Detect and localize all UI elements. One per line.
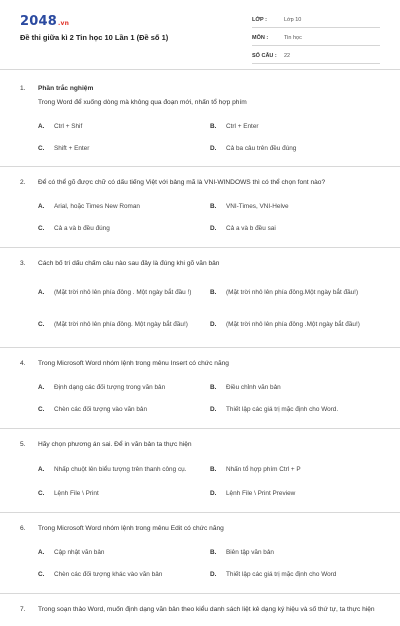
option-text: Ctrl + Shif — [54, 122, 83, 130]
option-c[interactable] — [38, 564, 210, 586]
option-c[interactable] — [38, 218, 210, 240]
option-letter: D. — [210, 406, 217, 413]
option-letter: C. — [38, 489, 45, 497]
option-text: (Mặt trời nhô lên phía đông .Một ngày bắt đầu!) — [226, 320, 360, 328]
option-letter: A. — [38, 465, 45, 473]
option-text: (Mặt trời nhô lên phía đông. Một ngày bắt đầu!) — [54, 320, 188, 328]
option-letter: A. — [38, 203, 45, 210]
question-text: Trong Word để xuống dòng mà không qua đoạn mới, nhấn tổ hợp phím — [38, 98, 247, 106]
question-number: 7. — [20, 605, 26, 613]
question-number: 5. — [20, 440, 26, 448]
option-text: VNI-Times, VNI-Helve — [226, 203, 289, 210]
answer-options — [20, 115, 380, 166]
question-number: 1. — [20, 85, 26, 92]
question-text: Trong Microsoft Word nhóm lệnh trong mênu Insert có chức năng — [38, 360, 229, 367]
option-letter: A. — [38, 122, 45, 130]
answer-options — [20, 542, 380, 593]
option-text: Thiết lập các giá trị mặc định cho Word. — [226, 406, 339, 413]
question-text: Cách bố trí dấu chấm câu nào sau đây là đúng khi gõ văn bản — [38, 259, 220, 267]
option-letter: B. — [210, 549, 217, 556]
option-text: Chèn các đối tượng vào văn bản — [54, 406, 148, 413]
option-c[interactable] — [38, 399, 210, 421]
option-letter: C. — [38, 406, 45, 413]
option-text: Shift + Enter — [54, 144, 90, 152]
option-text: (Mặt trời nhô lên phía đông . Một ngày bắt đầu !) — [54, 288, 192, 296]
option-d[interactable] — [210, 308, 382, 340]
option-a[interactable] — [38, 276, 210, 308]
meta-subject-label: MÔN : — [252, 35, 269, 41]
option-letter: A. — [38, 288, 45, 296]
question-7 — [0, 605, 400, 616]
option-letter: D. — [210, 571, 217, 578]
option-d[interactable] — [210, 399, 382, 421]
question-number: 2. — [20, 179, 26, 186]
exam-meta — [252, 12, 380, 66]
option-letter: D. — [210, 320, 217, 328]
option-b[interactable] — [210, 377, 382, 399]
option-a[interactable] — [38, 542, 210, 564]
question-header — [20, 524, 380, 535]
exam-title: Đề thi giữa kì 2 Tin học 10 Lần 1 (Đề số 1) — [20, 33, 169, 42]
question-header — [20, 440, 380, 451]
option-text: Nhấn tổ hợp phím Ctrl + P — [226, 465, 301, 473]
question-2 — [0, 178, 400, 248]
option-b[interactable] — [210, 542, 382, 564]
option-a[interactable] — [38, 196, 210, 218]
option-text: Điều chỉnh văn bản — [226, 384, 281, 391]
meta-class-value: Lớp 10 — [284, 17, 302, 23]
question-text: Trong Microsoft Word nhóm lệnh trong mênu Edit có chức năng — [38, 525, 224, 532]
site-logo[interactable] — [20, 14, 69, 29]
option-letter: B. — [210, 465, 217, 473]
meta-count-row — [252, 48, 380, 64]
option-letter: C. — [38, 144, 45, 152]
logo-text: 2048 — [20, 14, 57, 29]
question-header — [20, 84, 380, 95]
question-header — [20, 359, 380, 370]
question-number: 6. — [20, 525, 26, 532]
option-a[interactable] — [38, 115, 210, 137]
option-text: Lệnh File \ Print Preview — [226, 489, 296, 497]
question-4 — [0, 359, 400, 429]
option-text: Cả a và b đều đúng — [54, 225, 110, 232]
meta-subject-value: Tin học — [284, 35, 302, 41]
answer-options — [20, 457, 380, 512]
option-text: Arial, hoặc Times New Roman — [54, 203, 140, 210]
option-b[interactable] — [210, 196, 382, 218]
option-text: (Mặt trời nhô lên phía đông.Một ngày bắt đầu!) — [226, 288, 359, 296]
option-b[interactable] — [210, 457, 382, 481]
option-text: Thiết lập các giá trị mặc định cho Word — [226, 571, 337, 578]
option-d[interactable] — [210, 137, 382, 159]
answer-options — [20, 377, 380, 428]
meta-class-label: LỚP : — [252, 17, 267, 23]
question-text: Hãy chọn phương án sai. Để in văn bản ta thực hiện — [38, 440, 192, 448]
option-b[interactable] — [210, 115, 382, 137]
question-number: 3. — [20, 259, 26, 267]
option-letter: B. — [210, 384, 217, 391]
question-number: 4. — [20, 360, 26, 367]
option-a[interactable] — [38, 377, 210, 399]
question-header — [20, 178, 380, 189]
option-text: Biên tập văn bản — [226, 549, 274, 556]
question-prompt-row — [20, 98, 380, 109]
question-text: Để có thể gõ được chữ có dấu tiếng Việt với bảng mã là VNI-WINDOWS thì có thể chọn font nào? — [38, 179, 326, 186]
option-letter: B. — [210, 203, 217, 210]
option-text: Cả a và b đều sai — [226, 225, 276, 232]
option-letter: C. — [38, 571, 45, 578]
option-letter: A. — [38, 384, 45, 391]
question-list — [0, 84, 400, 626]
answer-options — [20, 276, 380, 347]
option-b[interactable] — [210, 276, 382, 308]
meta-subject-row — [252, 30, 380, 46]
option-letter: B. — [210, 122, 217, 130]
option-c[interactable] — [38, 137, 210, 159]
section-heading: Phần trắc nghiệm — [38, 85, 94, 92]
question-3 — [0, 259, 400, 349]
option-letter: D. — [210, 225, 217, 232]
option-text: Lệnh File \ Print — [54, 489, 99, 497]
question-number-spacer — [20, 98, 38, 109]
option-letter: A. — [38, 549, 45, 556]
option-letter: C. — [38, 320, 45, 328]
option-d[interactable] — [210, 481, 382, 505]
option-letter: C. — [38, 225, 45, 232]
option-c[interactable] — [38, 308, 210, 340]
option-text: Định dạng các đối tượng trong văn bản — [54, 384, 166, 391]
option-text: Cả ba câu trên đều đúng — [226, 144, 297, 152]
option-text: Nhấp chuột lên biểu tượng trên thanh công cụ. — [54, 465, 187, 473]
question-text: Trong soạn thảo Word, muốn định dạng văn bản theo kiểu danh sách liệt kê dạng ký hiệu và số thứ tự, ta thực hiện — [38, 605, 375, 613]
option-text: Cập nhật văn bản — [54, 549, 105, 556]
question-header — [20, 605, 380, 616]
option-text: Chèn các đối tượng khác vào văn bản — [54, 571, 163, 578]
question-5 — [0, 440, 400, 514]
question-header — [20, 259, 380, 270]
option-a[interactable] — [38, 457, 210, 481]
page-header — [0, 0, 400, 70]
option-letter: B. — [210, 288, 217, 296]
logo-suffix: .vn — [57, 20, 70, 27]
question-6 — [0, 524, 400, 594]
meta-count-label: SỐ CÂU : — [252, 53, 277, 59]
meta-class-row — [252, 12, 380, 28]
option-d[interactable] — [210, 564, 382, 586]
option-letter: D. — [210, 489, 217, 497]
option-d[interactable] — [210, 218, 382, 240]
question-1 — [0, 84, 400, 167]
option-c[interactable] — [38, 481, 210, 505]
answer-options — [20, 196, 380, 247]
meta-count-value: 22 — [284, 53, 291, 59]
option-letter: D. — [210, 144, 217, 152]
option-text: Ctrl + Enter — [226, 122, 259, 130]
